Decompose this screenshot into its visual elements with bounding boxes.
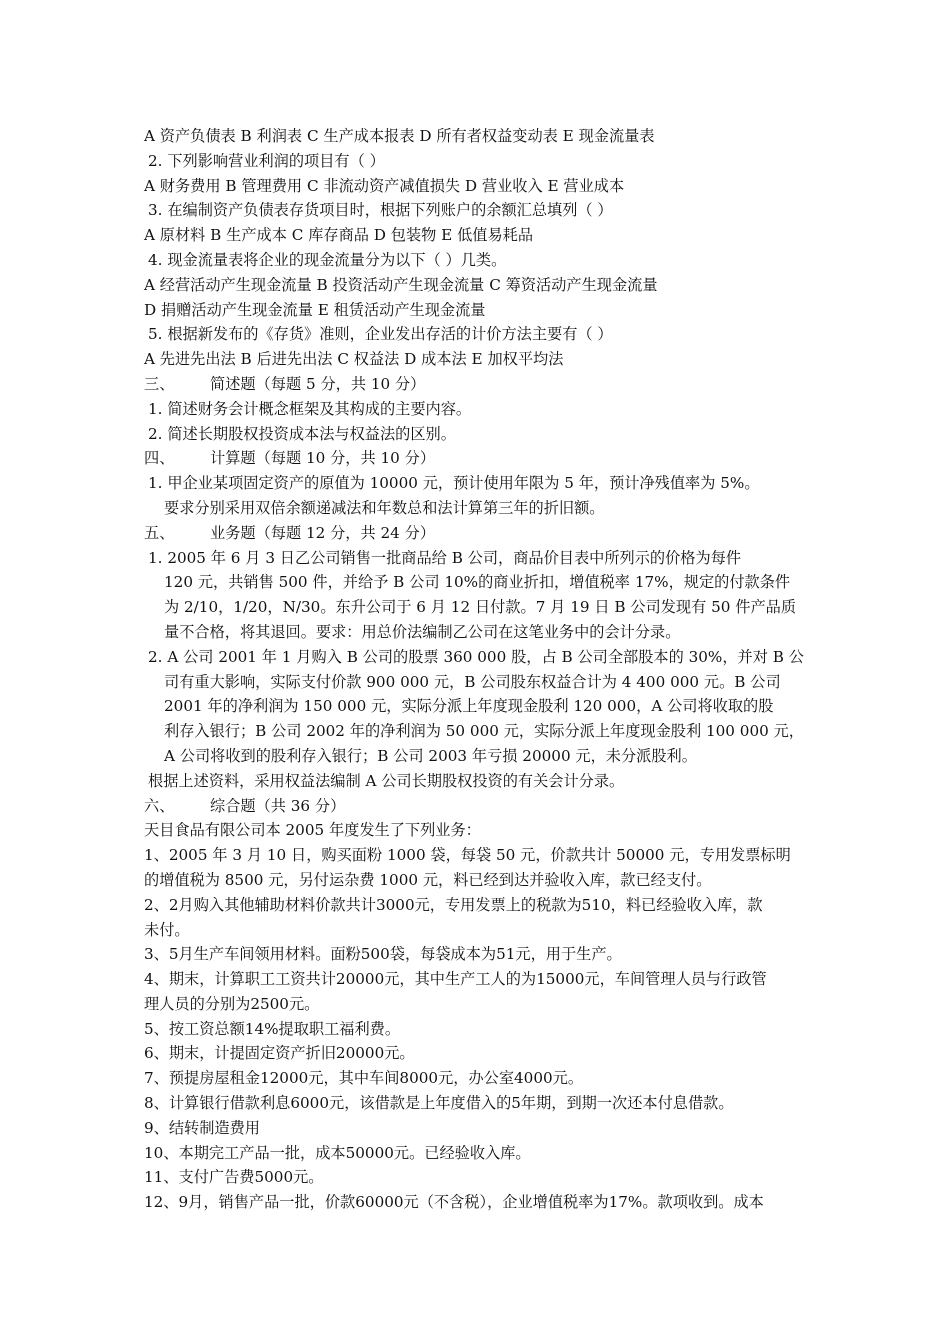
section-title: 计算题（每题 10 分，共 10 分） [210, 449, 436, 468]
text-line: 6、期末，计提固定资产折旧20000元。 [144, 1044, 415, 1063]
text-line: 7、预提房屋租金12000元，其中车间8000元，办公室4000元。 [144, 1069, 584, 1088]
text-line: 根据上述资料，采用权益法编制 A 公司长期股权投资的有关会计分录。 [148, 771, 625, 790]
text-line: A 财务费用 B 管理费用 C 非流动资产减值损失 D 营业收入 E 营业成本 [144, 176, 625, 195]
section-title: 综合题（共 36 分） [210, 796, 346, 815]
text-line: 5. 根据新发布的《存货》准则，企业发出存活的计价方法主要有（ ） [148, 325, 613, 344]
text-line: 1、2005 年 3 月 10 日，购买面粉 1000 袋，每袋 50 元，价款共计 50000 元，专用发票标明 [144, 846, 791, 865]
text-line: 10、本期完工产品一批，成本50000元。已经验收入库。 [144, 1143, 531, 1162]
text-line: 要求分别采用双倍余额递减法和年数总和法计算第三年的折旧额。 [164, 498, 605, 517]
text-line: 2001 年的净利润为 150 000 元，实际分派上年度现金股利 120 000，A 公司将收取的股 [164, 697, 774, 716]
text-line: 3. 在编制资产负债表存货项目时，根据下列账户的余额汇总填列（ ） [148, 201, 613, 220]
text-line: A 先进先出法 B 后进先出法 C 权益法 D 成本法 E 加权平均法 [144, 350, 564, 369]
section-number: 四、 [144, 449, 175, 468]
section-heading [144, 446, 824, 471]
text-line: 1. 简述财务会计概念框架及其构成的主要内容。 [148, 399, 472, 418]
text-line: A 原材料 B 生产成本 C 库存商品 D 包装物 E 低值易耗品 [144, 226, 534, 245]
text-line: 3、5月生产车间领用材料。面粉500袋，每袋成本为51元，用于生产。 [144, 945, 622, 964]
text-line: 理人员的分别为2500元。 [144, 994, 320, 1013]
text-line: 4. 现金流量表将企业的现金流量分为以下（ ）几类。 [148, 250, 507, 269]
document-page [144, 124, 824, 1215]
text-line: 为 2/10，1/20，N/30。东升公司于 6 月 12 日付款。7 月 19 日 B 公司发现有 50 件产品质 [164, 598, 797, 617]
section-number: 六、 [144, 796, 175, 815]
text-line: 120 元，共销售 500 件，并给予 B 公司 10%的商业折扣，增值税率 17%，规定的付款条件 [164, 573, 791, 592]
text-line: 4、期末，计算职工工资共计20000元，其中生产工人的为15000元，车间管理人员与行政管 [144, 970, 767, 989]
text-line: 的增值税为 8500 元，另付运杂费 1000 元，料已经到达并验收入库，款已经支付。 [144, 870, 712, 889]
text-line: 量不合格，将其退回。要求：用总价法编制乙公司在这笔业务中的会计分录。 [164, 622, 681, 641]
text-line: 利存入银行；B 公司 2002 年的净利润为 50 000 元，实际分派上年度现金股利 100 000 元， [164, 722, 804, 741]
section-heading [144, 372, 824, 397]
text-line: 2、2月购入其他辅助材料价款共计3000元，专用发票上的税款为510，料已经验收入库，款 [144, 895, 763, 914]
text-line: 1. 2005 年 6 月 3 日乙公司销售一批商品给 B 公司，商品价目表中所列示的价格为每件 [148, 548, 742, 567]
text-line: 2. 简述长期股权投资成本法与权益法的区别。 [148, 424, 456, 443]
text-line: D 捐赠活动产生现金流量 E 租赁活动产生现金流量 [144, 300, 486, 319]
text-line: 未付。 [144, 920, 190, 939]
text-line: A 公司将收到的股利存入银行；B 公司 2003 年亏损 20000 元，未分派股利。 [164, 746, 697, 765]
text-line: 9、结转制造费用 [144, 1118, 260, 1137]
text-line: A 经营活动产生现金流量 B 投资活动产生现金流量 C 筹资活动产生现金流量 [144, 275, 658, 294]
section-heading [144, 521, 824, 546]
text-line: 1. 甲企业某项固定资产的原值为 10000 元，预计使用年限为 5 年，预计净残值率为 5%。 [148, 474, 760, 493]
text-line: A 资产负债表 B 利润表 C 生产成本报表 D 所有者权益变动表 E 现金流量表 [144, 127, 655, 145]
text-line: 12、9月，销售产品一批，价款60000元（不含税），企业增值税率为17%。款项收到。成本 [144, 1193, 764, 1212]
text-line: 2. 下列影响营业利润的项目有（ ） [148, 151, 385, 170]
section-heading [144, 794, 824, 819]
section-number: 三、 [144, 374, 175, 393]
text-line: 天目食品有限公司本 2005 年度发生了下列业务： [144, 821, 481, 840]
text-line: 5、按工资总额14%提取职工福利费。 [144, 1019, 401, 1038]
text-line: 2. A 公司 2001 年 1 月购入 B 公司的股票 360 000 股，占 B 公司全部股本的 30%，并对 B 公 [148, 647, 804, 666]
text-line: 11、支付广告费5000元。 [144, 1168, 324, 1187]
text-line: 8、计算银行借款利息6000元，该借款是上年度借入的5年期，到期一次还本付息借款。 [144, 1094, 734, 1113]
section-title: 业务题（每题 12 分，共 24 分） [210, 523, 436, 542]
section-number: 五、 [144, 523, 175, 542]
text-line: 司有重大影响，实际支付价款 900 000 元，B 公司股东权益合计为 4 400 000 元。B 公司 [164, 672, 781, 691]
section-title: 简述题（每题 5 分，共 10 分） [210, 374, 426, 393]
